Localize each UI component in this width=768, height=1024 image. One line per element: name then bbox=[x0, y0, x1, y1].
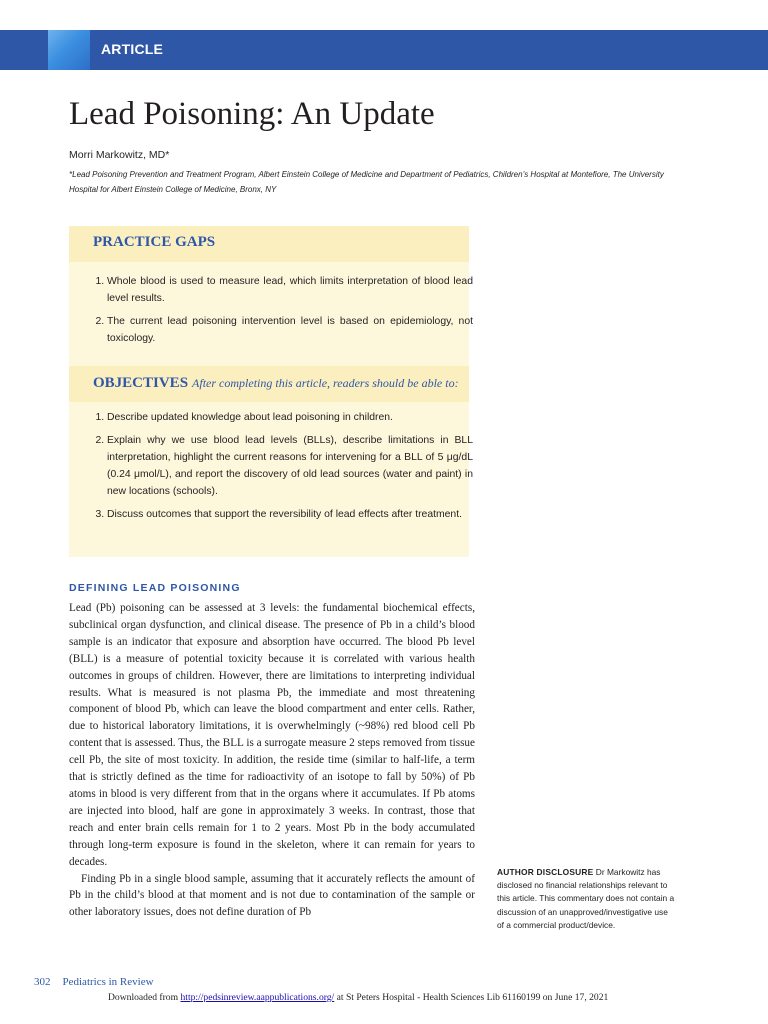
article-title: Lead Poisoning: An Update bbox=[69, 96, 435, 132]
banner-accent-tab bbox=[48, 30, 90, 70]
download-link[interactable]: http://pedsinreview.aappublications.org/ bbox=[180, 992, 335, 1003]
download-prefix: Downloaded from bbox=[108, 992, 179, 1003]
objectives-list bbox=[89, 409, 473, 529]
learning-box bbox=[69, 226, 473, 557]
disclosure-label: AUTHOR DISCLOSURE bbox=[497, 867, 594, 877]
author-disclosure bbox=[497, 866, 677, 932]
disclosure-text: Dr Markowitz has disclosed no financial relationships relevant to this article. This commentary does not contain a discussion of an unapproved/investigative use of a commercial product/device. bbox=[497, 867, 675, 930]
list-item: 3. Discuss outcomes that support the reversibility of lead effects after treatment. bbox=[107, 506, 473, 523]
author-name: Morri Markowitz, MD* bbox=[69, 149, 170, 161]
practice-gaps-heading: PRACTICE GAPS bbox=[93, 234, 216, 250]
download-suffix: at St Peters Hospital - Health Sciences Lib 61160199 on June 17, 2021 bbox=[336, 992, 609, 1003]
practice-gaps-header bbox=[69, 226, 469, 262]
paragraph: Finding Pb in a single blood sample, assuming that it accurately reflects the amount of Pb in the child’s blood at that moment and is not due to contamination of the sample or other laboratory issues, does not define duration of Pb bbox=[69, 872, 475, 919]
page-footer bbox=[34, 976, 154, 988]
section-label: ARTICLE bbox=[101, 41, 164, 57]
objectives-heading-wrap bbox=[93, 375, 459, 392]
article-banner bbox=[0, 30, 768, 70]
objectives-header bbox=[69, 366, 469, 402]
download-notice bbox=[108, 992, 608, 1003]
objectives-heading: OBJECTIVES bbox=[93, 375, 189, 391]
journal-name: Pediatrics in Review bbox=[62, 976, 154, 988]
list-item: 1. Whole blood is used to measure lead, which limits interpretation of blood lead level results. bbox=[107, 273, 473, 307]
body-text bbox=[69, 600, 475, 921]
objectives-subheading: After completing this article, readers should be able to: bbox=[192, 376, 459, 390]
author-affiliation: *Lead Poisoning Prevention and Treatment Program, Albert Einstein College of Medicine and Department of Pediatrics, Children’s Hospital at Montefiore, The University Hospital for Albert Einstein College of Medicine, Bronx, NY bbox=[69, 170, 664, 194]
list-item: 2. The current lead poisoning intervention level is based on epidemiology, not toxicology. bbox=[107, 313, 473, 347]
list-item: 2. Explain why we use blood lead levels (BLLs), describe limitations in BLL interpretation, highlight the current reasons for intervening for a BLL of 5 μg/dL (0.24 μmol/L), and report the discovery of old lead sources (water and paint) in new locations (schools). bbox=[107, 432, 473, 500]
paragraph: Lead (Pb) poisoning can be assessed at 3 levels: the fundamental biochemical effects, subclinical organ dysfunction, and clinical disease. The presence of Pb in a child’s blood sample is an indicator that exposure and absorption have occurred. The blood Pb level (BLL) is a measure of potential toxicity because it is correlated with various health outcomes in groups of children. However, there are limitations to interpreting individual results. What is measured is not plasma Pb, the immediate and most threatening component of blood Pb, which can leave the blood compartment and enter cells. Rather, due to historical laboratory limitations, it is overwhelmingly (~98%) red blood cell Pb content that is assessed. Thus, the BLL is a surrogate measure 2 steps removed from tissue cell Pb, the site of most toxicity. In addition, the reside time (similar to half-life, a term that is strictly defined as the time for radioactivity of an isotope to fall by 50%) of Pb atoms in blood is very different from that in the organs where it accumulates. If Pb atoms are injected into blood, half are gone in approximately 3 weeks. In contrast, those that reach and enter brain cells remain for 1 to 2 years. Most Pb in the body accumulated through long-term exposure is found in the skeleton, where it can remain for years to decades. bbox=[69, 602, 475, 868]
section-heading: DEFINING LEAD POISONING bbox=[69, 582, 241, 594]
practice-gaps-list bbox=[89, 273, 473, 353]
page-number: 302 bbox=[34, 976, 51, 988]
list-item: 1. Describe updated knowledge about lead poisoning in children. bbox=[107, 409, 473, 426]
